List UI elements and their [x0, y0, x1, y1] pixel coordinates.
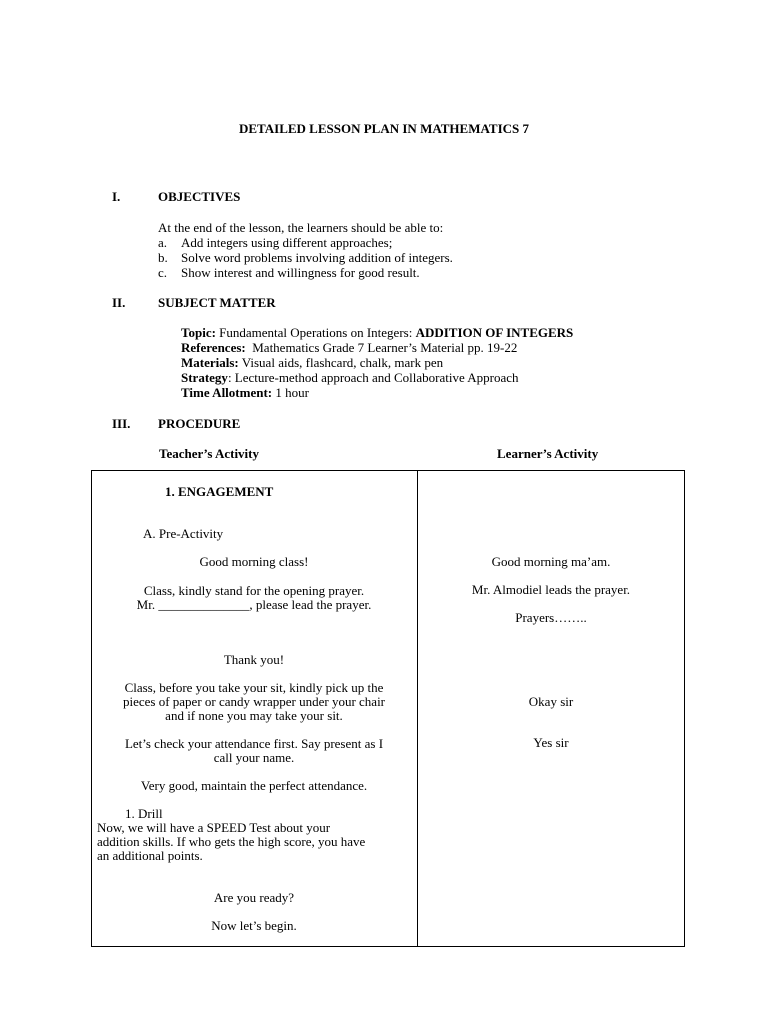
- teacher-prayer-line-2: Mr. ______________, please lead the prayer.: [136, 597, 372, 612]
- teacher-attendance-line-2: call your name.: [213, 750, 295, 765]
- references-line: [181, 340, 517, 355]
- subject-matter-heading: SUBJECT MATTER: [158, 295, 276, 310]
- strategy-label: Strategy: [181, 370, 228, 385]
- strategy-line: [181, 370, 519, 385]
- teacher-begin: Now let’s begin.: [211, 918, 297, 933]
- objectives-intro: At the end of the lesson, the learners should be able to:: [158, 220, 444, 235]
- learner-okay: Okay sir: [528, 694, 574, 709]
- materials-text: Visual aids, flashcard, chalk, mark pen: [238, 355, 444, 370]
- time-text: 1 hour: [272, 385, 309, 400]
- objective-text-c: Show interest and willingness for good result.: [181, 265, 420, 280]
- objective-marker-b: b.: [158, 250, 168, 265]
- learner-leads-prayer: Mr. Almodiel leads the prayer.: [471, 582, 631, 597]
- materials-label: Materials:: [181, 355, 239, 370]
- teacher-thanks: Thank you!: [223, 652, 285, 667]
- subject-matter-numeral: II.: [112, 295, 126, 310]
- references-label: References:: [181, 340, 246, 355]
- teacher-very-good: Very good, maintain the perfect attendance.: [140, 778, 368, 793]
- drill-heading: 1. Drill: [125, 806, 163, 821]
- objective-text-b: Solve word problems involving addition of integers.: [181, 250, 453, 265]
- teacher-sit-line-3: and if none you may take your sit.: [165, 708, 343, 723]
- learner-prayers: Prayers……..: [515, 610, 587, 625]
- topic-line: [181, 325, 573, 340]
- objective-marker-a: a.: [158, 235, 168, 250]
- topic-emphasis: ADDITION OF INTEGERS: [415, 325, 574, 340]
- materials-line: [181, 355, 443, 370]
- teacher-sit-line-2: pieces of paper or candy wrapper under your chair: [122, 694, 386, 709]
- teacher-activity-header: Teacher’s Activity: [159, 446, 260, 461]
- topic-label: Topic:: [181, 325, 216, 340]
- strategy-text: : Lecture-method approach and Collaborative Approach: [227, 370, 519, 385]
- objectives-numeral: I.: [112, 189, 121, 204]
- learner-yes: Yes sir: [533, 735, 569, 750]
- procedure-heading: PROCEDURE: [158, 416, 241, 431]
- topic-text: Fundamental Operations on Integers:: [215, 325, 416, 340]
- teacher-sit-line-1: Class, before you take your sit, kindly pick up the: [124, 680, 384, 695]
- document-title: DETAILED LESSON PLAN IN MATHEMATICS 7: [238, 121, 530, 136]
- time-line: [181, 385, 309, 400]
- teacher-speed-line-3: an additional points.: [97, 848, 203, 863]
- references-text: Mathematics Grade 7 Learner’s Material pp. 19-22: [245, 340, 518, 355]
- objective-marker-c: c.: [158, 265, 168, 280]
- teacher-speed-line-1: Now, we will have a SPEED Test about your: [97, 820, 331, 835]
- teacher-prayer-line-1: Class, kindly stand for the opening prayer.: [143, 583, 365, 598]
- teacher-attendance-line-1: Let’s check your attendance first. Say present as I: [124, 736, 384, 751]
- objectives-heading: OBJECTIVES: [158, 189, 241, 204]
- objective-text-a: Add integers using different approaches;: [181, 235, 393, 250]
- engagement-heading: 1. ENGAGEMENT: [165, 484, 274, 499]
- teacher-speed-line-2: addition skills. If who gets the high score, you have: [97, 834, 366, 849]
- teacher-ready: Are you ready?: [213, 890, 295, 905]
- learner-activity-header: Learner’s Activity: [497, 446, 599, 461]
- procedure-numeral: III.: [112, 416, 131, 431]
- teacher-greeting: Good morning class!: [199, 554, 309, 569]
- time-label: Time Allotment:: [181, 385, 273, 400]
- column-divider: [417, 470, 418, 947]
- learner-greeting: Good morning ma’am.: [491, 554, 611, 569]
- pre-activity-heading: A. Pre-Activity: [143, 526, 224, 541]
